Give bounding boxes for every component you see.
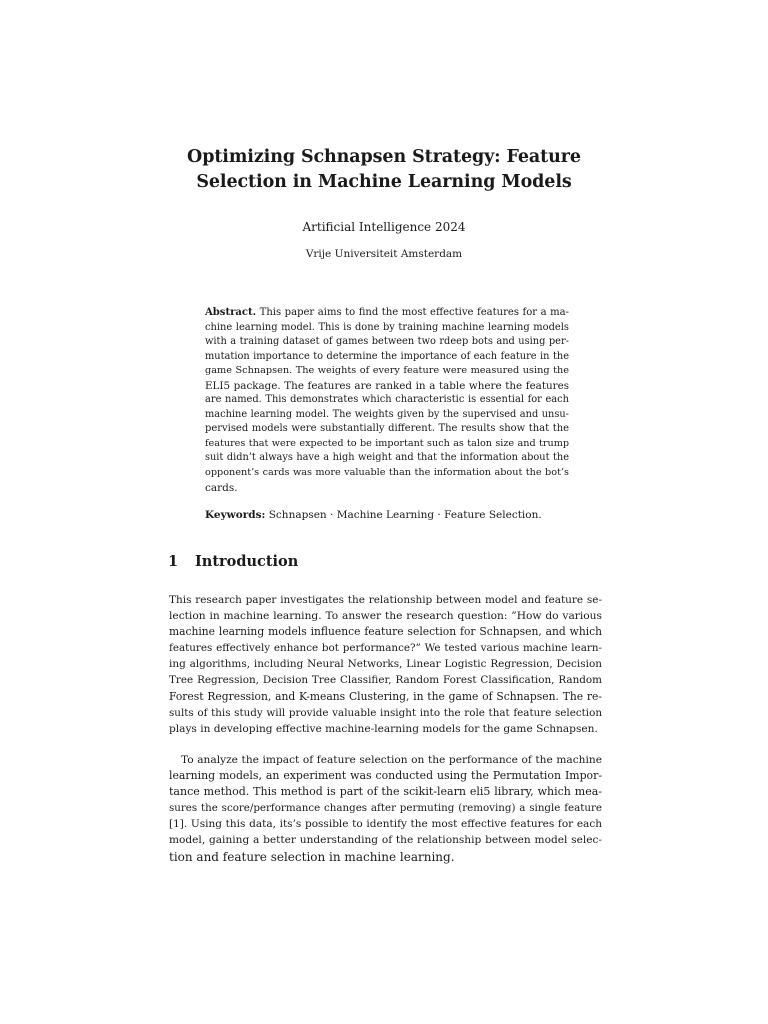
abstract-line-text: This paper aims to find the most effective features for a ma- bbox=[259, 307, 569, 318]
paragraph-line: This research paper investigates the relationship between model and feature se- bbox=[169, 594, 602, 606]
paragraph-line: sures the score/performance changes after permuting (removing) a single feature bbox=[169, 802, 602, 815]
body-paragraph bbox=[169, 752, 602, 865]
author-line: Artificial Intelligence 2024 bbox=[302, 220, 466, 234]
abstract-line: suit didn’t always have a high weight and that the information about the bbox=[205, 452, 569, 464]
paragraph-line: machine learning models influence feature selection for Schnapsen, and which bbox=[169, 625, 602, 639]
paragraph-line: plays in developing effective machine-learning models for the game Schnapsen. bbox=[169, 722, 598, 735]
paper-title bbox=[150, 145, 618, 195]
keywords-text: Schnapsen · Machine Learning · Feature Selection. bbox=[268, 509, 542, 521]
abstract-line: are named. This demonstrates which characteristic is essential for each bbox=[205, 394, 569, 406]
title-line: Optimizing Schnapsen Strategy: Feature bbox=[187, 147, 581, 167]
keywords-line bbox=[205, 508, 569, 522]
abstract-line: cards. bbox=[205, 481, 238, 494]
paragraph-line: tion and feature selection in machine learning. bbox=[169, 849, 455, 864]
abstract-line: ELI5 package. The features are ranked in a table where the features bbox=[205, 379, 569, 392]
paragraph-line: To analyze the impact of feature selection on the performance of the machine bbox=[181, 753, 602, 766]
abstract-line: opponent’s cards was more valuable than the information about the bot’s bbox=[205, 467, 569, 479]
abstract-line: pervised models were substantially different. The results show that the bbox=[205, 423, 569, 435]
abstract-line: features that were expected to be important such as talon size and trump bbox=[205, 437, 569, 449]
keywords-lead: Keywords: bbox=[205, 509, 266, 521]
section-number: 1 bbox=[168, 553, 179, 570]
section-title: Introduction bbox=[195, 553, 299, 570]
abstract-block bbox=[205, 306, 569, 495]
paragraph-line: features effectively enhance bot performance?” We tested various machine learn- bbox=[169, 642, 602, 655]
abstract-line: mutation importance to determine the importance of each feature in the bbox=[205, 350, 569, 362]
paragraph-line: tance method. This method is part of the scikit-learn eli5 library, which mea- bbox=[169, 785, 602, 799]
paragraph-line: [1]. Using this data, its’s possible to identify the most effective features for each bbox=[169, 818, 602, 831]
abstract-line: machine learning model. The weights given by the supervised and unsu- bbox=[205, 408, 569, 420]
paragraph-line: model, gaining a better understanding of the relationship between model selec- bbox=[169, 834, 602, 847]
abstract-line: game Schnapsen. The weights of every feature were measured using the bbox=[205, 365, 569, 377]
paragraph-line: learning models, an experiment was conducted using the Permutation Impor- bbox=[169, 769, 602, 783]
abstract-line: with a training dataset of games between two rdeep bots and using per- bbox=[205, 336, 569, 348]
abstract-line: chine learning model. This is done by training machine learning models bbox=[205, 321, 569, 333]
affiliation-line: Vrije Universiteit Amsterdam bbox=[305, 248, 463, 260]
title-line: Selection in Machine Learning Models bbox=[196, 172, 572, 192]
paragraph-line: sults of this study will provide valuable insight into the role that feature selection bbox=[169, 706, 602, 719]
body-paragraph bbox=[169, 592, 602, 737]
abstract-lead: Abstract. bbox=[205, 307, 257, 318]
paragraph-line: lection in machine learning. To answer the research question: ”How do various bbox=[169, 609, 602, 623]
section-heading bbox=[168, 552, 608, 572]
paragraph-line: ing algorithms, including Neural Networks, Linear Logistic Regression, Decision bbox=[169, 658, 602, 671]
paragraph-line: Forest Regression, and K-means Clustering, in the game of Schnapsen. The re- bbox=[169, 689, 602, 703]
abstract-line bbox=[205, 306, 569, 321]
paragraph-line: Tree Regression, Decision Tree Classifier, Random Forest Classification, Random bbox=[169, 674, 602, 687]
